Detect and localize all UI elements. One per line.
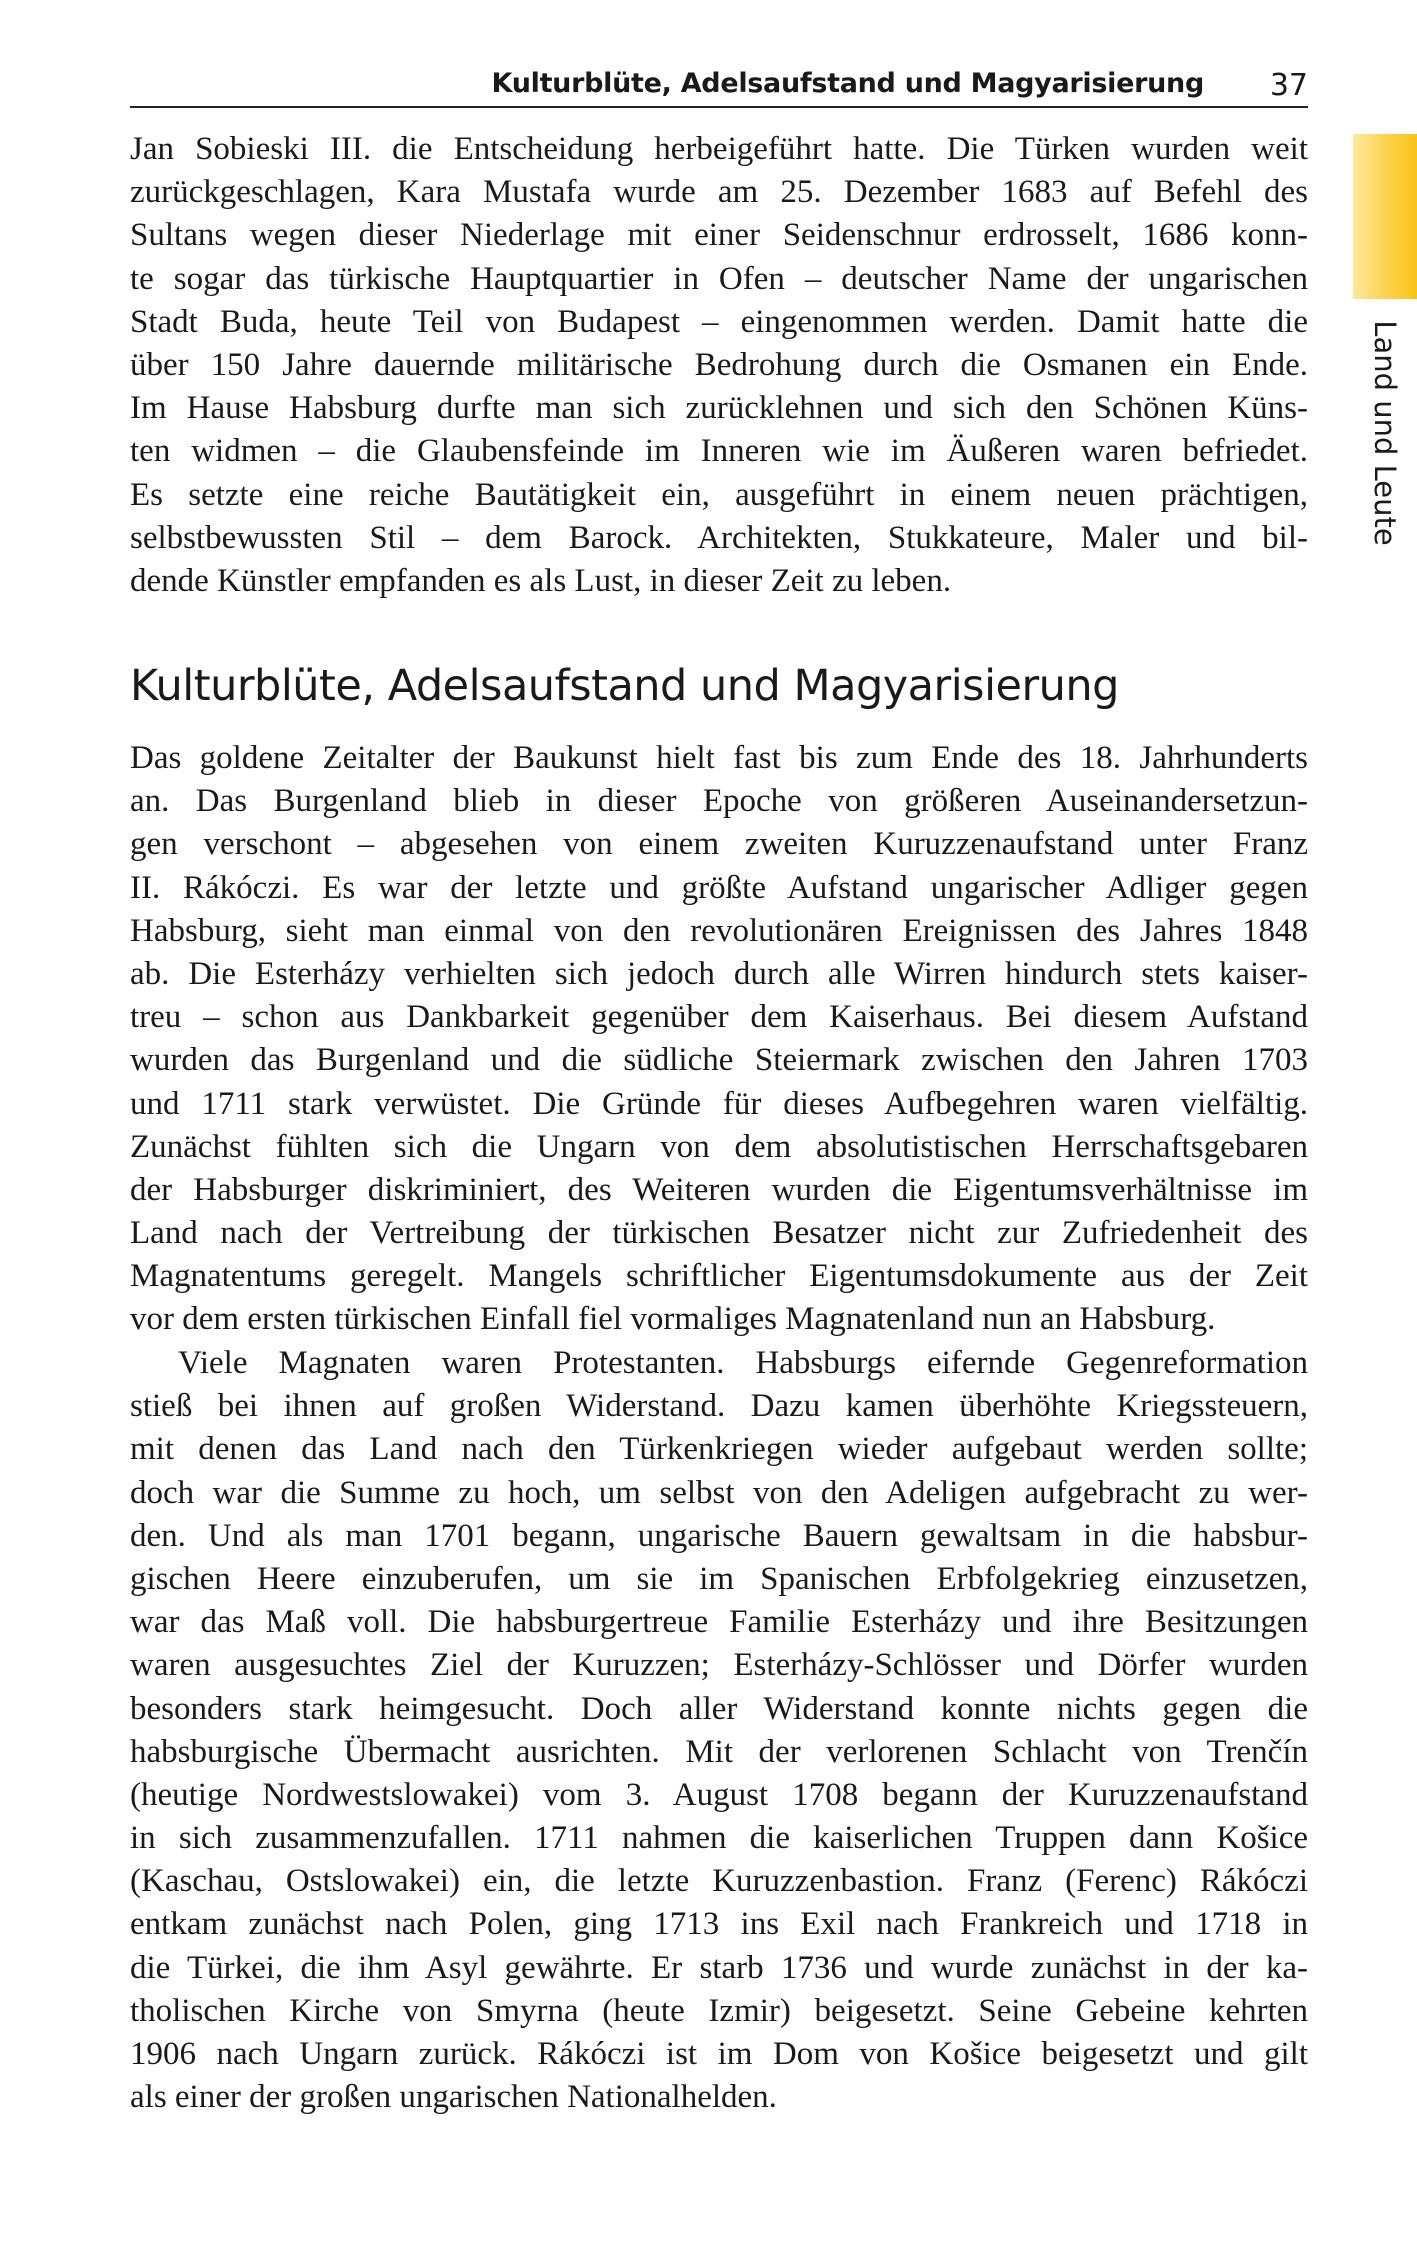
text-line: und 1711 stark verwüstet. Die Gründe für dieses Aufbegehren waren vielfältig. xyxy=(130,1085,1308,1122)
text-line: Es setzte eine reiche Bautätigkeit ein, ausgeführt in einem neuen prächtigen, xyxy=(130,476,1308,513)
page-number: 37 xyxy=(1269,68,1308,103)
text-line: gen verschont – abgesehen von einem zweiten Kuruzzenaufstand unter Franz xyxy=(130,826,1308,863)
text-line: als einer der großen ungarischen Nationalhelden. xyxy=(130,2079,777,2116)
text-line: ab. Die Esterházy verhielten sich jedoch durch alle Wirren hindurch stets kaiser- xyxy=(130,955,1308,992)
text-line: Jan Sobieski III. die Entscheidung herbeigeführt hatte. Die Türken wurden weit xyxy=(130,131,1308,167)
text-line: II. Rákóczi. Es war der letzte und größte Aufstand ungarischer Adliger gegen xyxy=(130,869,1308,906)
text-line: tholischen Kirche von Smyrna (heute Izmir) beigesetzt. Seine Gebeine kehrten xyxy=(130,1992,1308,2029)
text-line: der Habsburger diskriminiert, des Weiteren wurden die Eigentumsverhältnisse im xyxy=(130,1171,1308,1208)
text-line: dende Künstler empfanden es als Lust, in dieser Zeit zu leben. xyxy=(130,562,952,599)
text-line: war das Maß voll. Die habsburgertreue Familie Esterházy und ihre Besitzungen xyxy=(130,1604,1308,1641)
text-line: Sultans wegen dieser Niederlage mit einer Seidenschnur erdrosselt, 1686 konn- xyxy=(130,217,1308,254)
text-line: Im Hause Habsburg durfte man sich zurücklehnen und sich den Schönen Küns- xyxy=(130,390,1308,427)
text-line: selbstbewussten Stil – dem Barock. Architekten, Stukkateure, Maler und bil- xyxy=(130,519,1308,556)
text-line: Zunächst fühlten sich die Ungarn von dem absolutistischen Herrschaftsgebaren xyxy=(130,1128,1308,1165)
text-line: Magnatentums geregelt. Mangels schriftlicher Eigentumsdokumente aus der Zeit xyxy=(130,1258,1308,1295)
text-line: vor dem ersten türkischen Einfall fiel vormaliges Magnatenland nun an Habsburg. xyxy=(130,1301,1216,1338)
text-line: ten widmen – die Glaubensfeinde im Inneren wie im Äußeren waren befriedet. xyxy=(130,433,1308,470)
text-line: stieß bei ihnen auf großen Widerstand. Dazu kamen überhöhte Kriegssteuern, xyxy=(130,1388,1308,1425)
text-line: entkam zunächst nach Polen, ging 1713 ins Exil nach Frankreich und 1718 in xyxy=(130,1906,1308,1943)
text-line: gischen Heere einzuberufen, um sie im Spanischen Erbfolgekrieg einzusetzen, xyxy=(130,1560,1308,1597)
text-line: die Türkei, die ihm Asyl gewährte. Er starb 1736 und wurde zunächst in der ka- xyxy=(130,1949,1308,1986)
text-line: mit denen das Land nach den Türkenkriegen wieder aufgebaut werden sollte; xyxy=(130,1431,1308,1468)
section-heading: Kulturblüte, Adelsaufstand und Magyarisierung xyxy=(130,661,1119,711)
text-line: Habsburg, sieht man einmal von den revolutionären Ereignissen des Jahres 1848 xyxy=(130,912,1308,949)
text-line: über 150 Jahre dauernde militärische Bedrohung durch die Osmanen ein Ende. xyxy=(130,346,1308,383)
section-paragraph-1 xyxy=(130,737,1308,1342)
text-line: habsburgische Übermacht ausrichten. Mit der verlorenen Schlacht von Trenčín xyxy=(130,1733,1308,1770)
text-line: doch war die Summe zu hoch, um selbst von den Adeligen aufgebracht zu wer- xyxy=(130,1474,1308,1511)
chapter-side-label-text: Land und Leute xyxy=(1368,320,1402,546)
section-paragraph-2 xyxy=(130,1342,1308,2119)
text-line: 1906 nach Ungarn zurück. Rákóczi ist im Dom von Košice beigesetzt und gilt xyxy=(130,2036,1308,2072)
text-line: (heutige Nordwestslowakei) vom 3. August 1708 begann der Kuruzzenaufstand xyxy=(130,1776,1308,1813)
text-line: te sogar das türkische Hauptquartier in Ofen – deutscher Name der ungarischen xyxy=(130,260,1308,297)
chapter-thumb-tab xyxy=(1353,134,1417,299)
text-line: waren ausgesuchtes Ziel der Kuruzzen; Esterházy-Schlösser und Dörfer wurden xyxy=(130,1647,1308,1684)
text-line: Das goldene Zeitalter der Baukunst hielt fast bis zum Ende des 18. Jahrhunderts xyxy=(130,740,1308,776)
chapter-side-label xyxy=(1361,308,1409,558)
text-line: wurden das Burgenland und die südliche Steiermark zwischen den Jahren 1703 xyxy=(130,1042,1308,1079)
text-line: Viele Magnaten waren Protestanten. Habsburgs eifernde Gegenreformation xyxy=(178,1345,1308,1381)
text-line: treu – schon aus Dankbarkeit gegenüber dem Kaiserhaus. Bei diesem Aufstand xyxy=(130,999,1308,1036)
text-line: besonders stark heimgesucht. Doch aller Widerstand konnte nichts gegen die xyxy=(130,1690,1308,1727)
text-line: Land nach der Vertreibung der türkischen Besatzer nicht zur Zufriedenheit des xyxy=(130,1215,1308,1252)
text-line: in sich zusammenzufallen. 1711 nahmen die kaiserlichen Truppen dann Košice xyxy=(130,1820,1308,1857)
text-line: (Kaschau, Ostslowakei) ein, die letzte Kuruzzenbastion. Franz (Ferenc) Rákóczi xyxy=(130,1863,1308,1900)
text-line: zurückgeschlagen, Kara Mustafa wurde am 25. Dezember 1683 auf Befehl des xyxy=(130,174,1308,211)
running-header xyxy=(130,62,1308,108)
running-title: Kulturblüte, Adelsaufstand und Magyarisierung xyxy=(491,68,1204,99)
text-line: an. Das Burgenland blieb in dieser Epoche von größeren Auseinandersetzun- xyxy=(130,783,1308,820)
text-line: den. Und als man 1701 begann, ungarische Bauern gewaltsam in die habsbur- xyxy=(130,1517,1308,1554)
text-line: Stadt Buda, heute Teil von Budapest – eingenommen werden. Damit hatte die xyxy=(130,303,1308,340)
intro-paragraph xyxy=(130,128,1308,603)
